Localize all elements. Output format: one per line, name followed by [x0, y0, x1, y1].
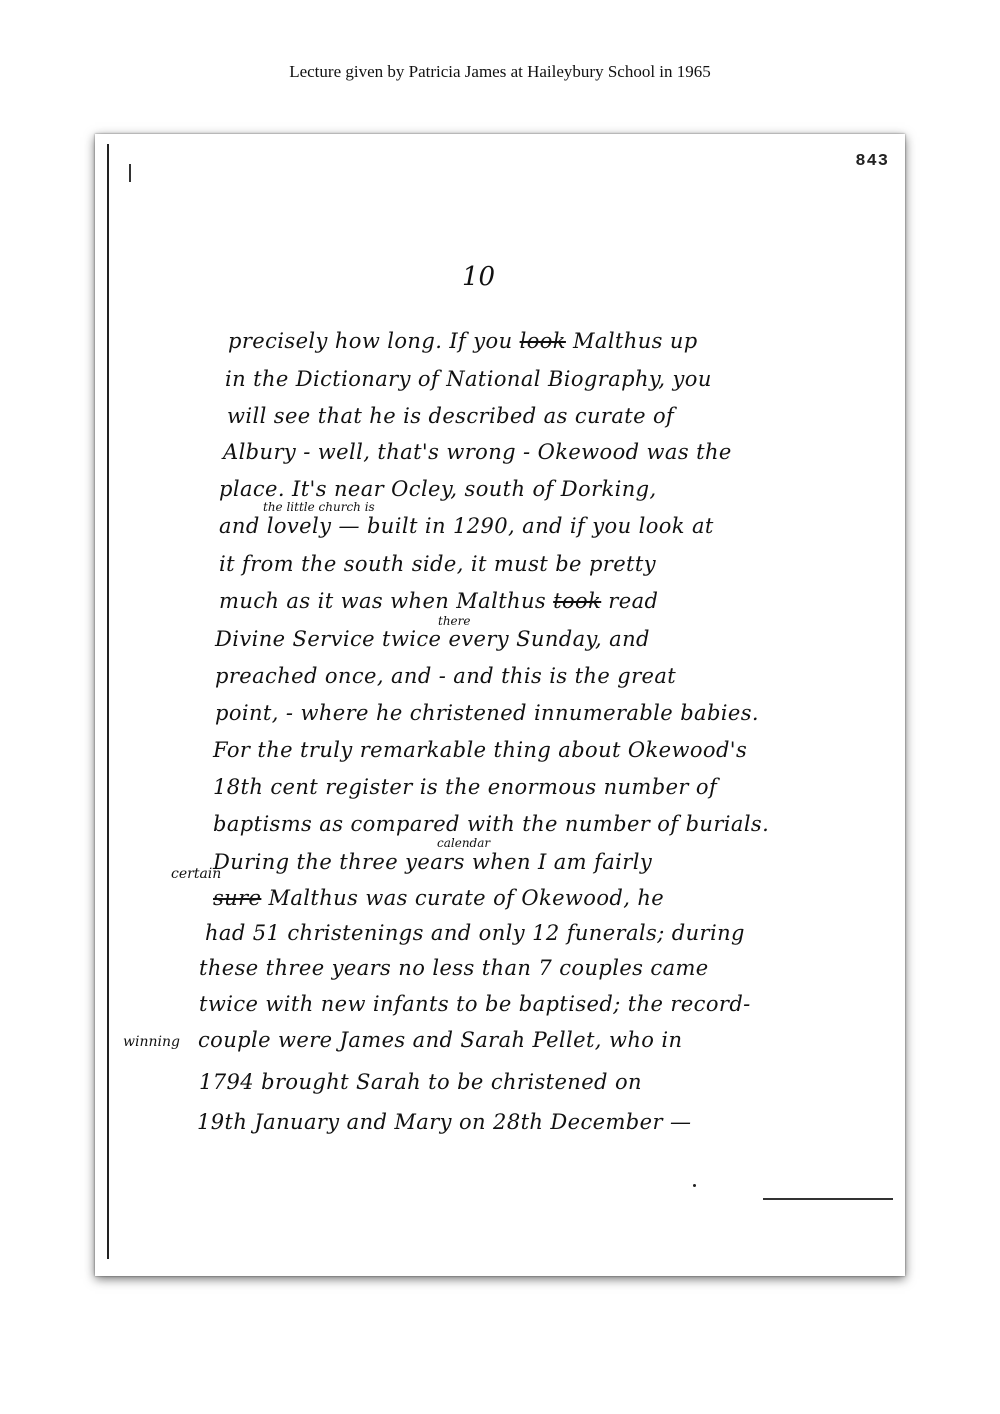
manuscript-line — [199, 992, 751, 1016]
line-text: Albury - well, that's wrong - Okewood was the — [223, 440, 732, 464]
line-text: 18th cent register is the enormous number of — [213, 775, 718, 799]
manuscript-line — [205, 921, 745, 945]
line-text: in the Dictionary of National Biography, you — [225, 367, 712, 391]
line-text: and lovely — built in 1290, and if you look at — [219, 514, 714, 538]
scan-edge-mark — [129, 164, 131, 182]
line-text: Divine Service twice every Sunday, and — [215, 627, 650, 651]
page-number: 843 — [855, 152, 889, 171]
line-text: 19th January and Mary on 28th December — — [197, 1110, 692, 1134]
scan-left-edge-rule — [107, 144, 109, 1259]
line-text: For the truly remarkable thing about Okewood's — [213, 738, 748, 762]
manuscript-line — [198, 1028, 682, 1052]
line-text: point, - where he christened innumerable babies. — [215, 701, 759, 725]
manuscript-line — [228, 329, 698, 353]
line-text: twice with new infants to be baptised; the record- — [199, 992, 751, 1016]
line-text: precisely how long. If you — [228, 329, 520, 353]
manuscript-line — [219, 514, 714, 538]
line-text: it from the south side, it must be pretty — [219, 552, 656, 576]
line-text: During the three years when I am fairly — [213, 850, 653, 874]
manuscript-line — [197, 1110, 691, 1134]
struck-word: took — [553, 589, 602, 613]
struck-word: sure — [213, 886, 262, 910]
line-text: will see that he is described as curate of — [227, 404, 675, 428]
manuscript-line — [219, 589, 658, 613]
manuscript-line — [213, 886, 664, 910]
manuscript-line — [199, 956, 709, 980]
scan-bottom-rule — [763, 1198, 893, 1200]
manuscript-line — [225, 367, 712, 391]
interlinear-insertion: the little church is — [263, 500, 375, 514]
manuscript-line — [223, 440, 732, 464]
interlinear-insertion: calendar — [437, 836, 491, 850]
manuscript-line — [215, 701, 759, 725]
margin-insertion: winning — [123, 1034, 180, 1050]
folio-number: 10 — [462, 262, 496, 292]
line-text: read — [601, 589, 659, 613]
struck-word: look — [519, 329, 566, 353]
manuscript-line — [227, 404, 674, 428]
stray-ink-mark — [693, 1184, 696, 1187]
line-text: much as it was when Malthus — [219, 589, 554, 613]
document-header: Lecture given by Patricia James at Haileybury School in 1965 — [289, 62, 711, 81]
line-text: couple were James and Sarah Pellet, who in — [198, 1028, 683, 1052]
line-text: baptisms as compared with the number of burials. — [213, 812, 770, 836]
line-text: 1794 brought Sarah to be christened on — [199, 1070, 642, 1094]
line-text: place. It's near Ocley, south of Dorking, — [219, 477, 657, 501]
interlinear-insertion: there — [438, 614, 471, 628]
line-text: had 51 christenings and only 12 funerals; during — [205, 921, 745, 945]
manuscript-line — [213, 738, 747, 762]
line-text: preached once, and - and this is the great — [215, 664, 677, 688]
manuscript-line — [213, 775, 717, 799]
line-text: these three years no less than 7 couples came — [199, 956, 709, 980]
manuscript-line — [219, 477, 657, 501]
manuscript-line — [213, 812, 769, 836]
manuscript-line — [213, 850, 652, 874]
manuscript-line — [215, 627, 650, 651]
line-text: Malthus up — [565, 329, 698, 353]
manuscript-line — [199, 1070, 642, 1094]
manuscript-line — [219, 552, 656, 576]
scanned-manuscript-page — [95, 134, 905, 1276]
margin-insertion: certain — [171, 866, 222, 882]
line-text: Malthus was curate of Okewood, he — [261, 886, 665, 910]
manuscript-line — [215, 664, 676, 688]
